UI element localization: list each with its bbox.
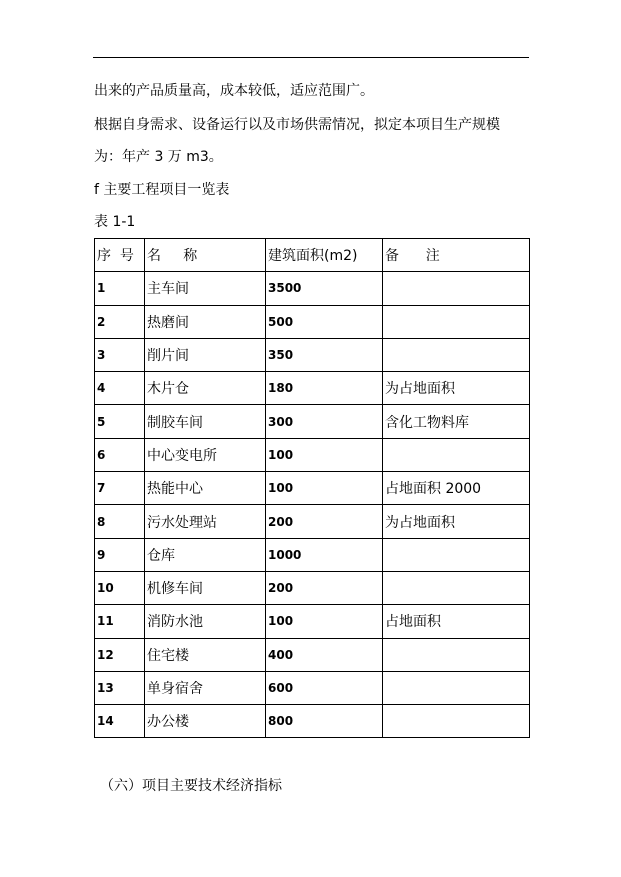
cell-area: 180 — [266, 372, 383, 405]
table-row — [95, 605, 530, 638]
cell-note — [383, 272, 530, 305]
cell-name: 削片间 — [145, 338, 266, 371]
cell-name: 单身宿舍 — [145, 671, 266, 704]
cell-note — [383, 305, 530, 338]
table-row — [95, 472, 530, 505]
cell-no: 9 — [95, 538, 145, 571]
cell-name: 消防水池 — [145, 605, 266, 638]
table-row — [95, 671, 530, 704]
cell-area: 200 — [266, 571, 383, 604]
table-row — [95, 372, 530, 405]
header-note: 备 注 — [383, 239, 530, 272]
cell-no: 1 — [95, 272, 145, 305]
cell-note — [383, 338, 530, 371]
table-row — [95, 405, 530, 438]
cell-area: 500 — [266, 305, 383, 338]
cell-note — [383, 571, 530, 604]
table-row — [95, 705, 530, 738]
paragraph-scale: 根据自身需求、设备运行以及市场供需情况，拟定本项目生产规模 — [94, 117, 500, 133]
cell-no: 10 — [95, 571, 145, 604]
cell-area: 300 — [266, 405, 383, 438]
cell-name: 住宅楼 — [145, 638, 266, 671]
table-row — [95, 338, 530, 371]
cell-note: 占地面积 — [383, 605, 530, 638]
cell-no: 11 — [95, 605, 145, 638]
section-heading-indicators: （六）项目主要技术经济指标 — [100, 778, 282, 794]
cell-area: 400 — [266, 638, 383, 671]
cell-note: 含化工物料库 — [383, 405, 530, 438]
table-row — [95, 272, 530, 305]
paragraph-quality: 出来的产品质量高，成本较低，适应范围广。 — [94, 83, 374, 99]
cell-area: 3500 — [266, 272, 383, 305]
cell-area: 100 — [266, 438, 383, 471]
cell-note: 占地面积 2000 — [383, 472, 530, 505]
cell-name: 制胶车间 — [145, 405, 266, 438]
cell-name: 热能中心 — [145, 472, 266, 505]
cell-name: 办公楼 — [145, 705, 266, 738]
cell-note — [383, 538, 530, 571]
table-row — [95, 571, 530, 604]
cell-note: 为占地面积 — [383, 505, 530, 538]
cell-name: 仓库 — [145, 538, 266, 571]
cell-area: 200 — [266, 505, 383, 538]
table-row — [95, 438, 530, 471]
table-header-row — [95, 239, 530, 272]
cell-note — [383, 705, 530, 738]
cell-note — [383, 638, 530, 671]
cell-name: 主车间 — [145, 272, 266, 305]
cell-no: 8 — [95, 505, 145, 538]
table-row — [95, 505, 530, 538]
header-area: 建筑面积(m2) — [266, 239, 383, 272]
header-name: 名 称 — [145, 239, 266, 272]
cell-no: 2 — [95, 305, 145, 338]
cell-area: 350 — [266, 338, 383, 371]
cell-area: 100 — [266, 605, 383, 638]
cell-no: 13 — [95, 671, 145, 704]
cell-note — [383, 671, 530, 704]
cell-no: 6 — [95, 438, 145, 471]
cell-name: 机修车间 — [145, 571, 266, 604]
cell-no: 7 — [95, 472, 145, 505]
cell-name: 木片仓 — [145, 372, 266, 405]
table-caption: 表 1-1 — [94, 214, 136, 230]
cell-name: 热磨间 — [145, 305, 266, 338]
cell-name: 中心变电所 — [145, 438, 266, 471]
cell-area: 1000 — [266, 538, 383, 571]
cell-note: 为占地面积 — [383, 372, 530, 405]
cell-no: 4 — [95, 372, 145, 405]
table-row — [95, 638, 530, 671]
cell-area: 100 — [266, 472, 383, 505]
cell-no: 12 — [95, 638, 145, 671]
paragraph-output: 为：年产 3 万 m3。 — [94, 149, 223, 165]
cell-area: 800 — [266, 705, 383, 738]
cell-no: 14 — [95, 705, 145, 738]
table-row — [95, 305, 530, 338]
cell-no: 5 — [95, 405, 145, 438]
cell-name: 污水处理站 — [145, 505, 266, 538]
project-table — [94, 238, 530, 738]
section-heading-project-list: f 主要工程项目一览表 — [94, 182, 230, 198]
cell-note — [383, 438, 530, 471]
header-rule — [93, 57, 529, 58]
table-row — [95, 538, 530, 571]
cell-area: 600 — [266, 671, 383, 704]
cell-no: 3 — [95, 338, 145, 371]
header-no: 序 号 — [95, 239, 145, 272]
